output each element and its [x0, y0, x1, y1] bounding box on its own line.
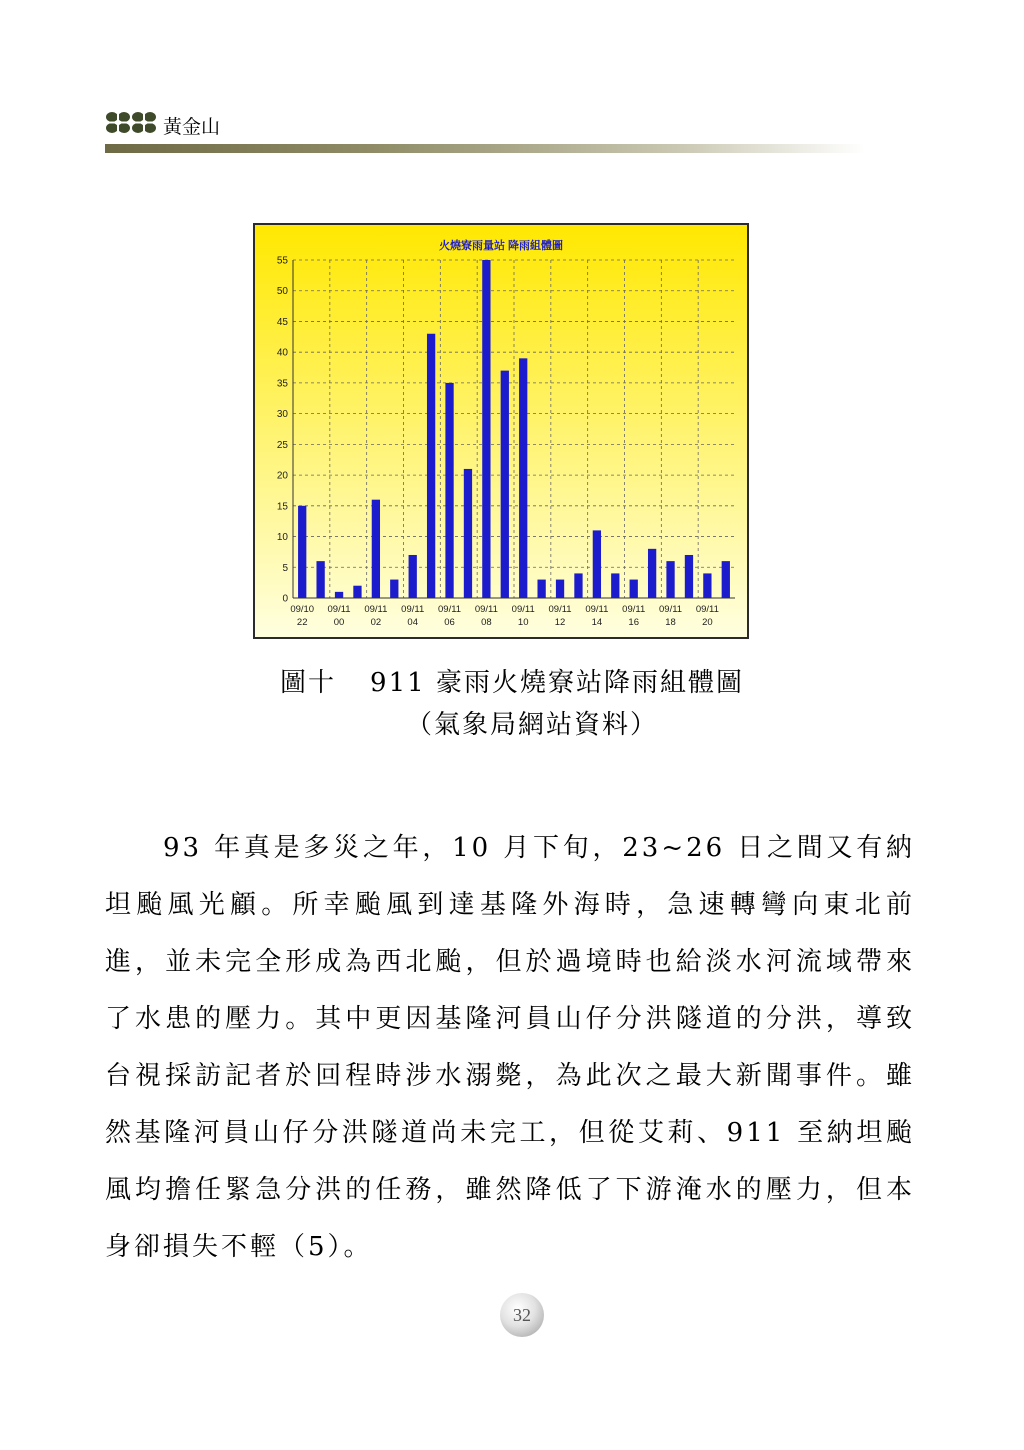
- x-tick-date: 09/11: [474, 604, 498, 615]
- x-tick-date: 09/11: [511, 604, 535, 615]
- rainfall-bar: [409, 555, 417, 598]
- rainfall-bar: [703, 573, 711, 598]
- rainfall-bar: [316, 561, 324, 598]
- y-tick-label: 0: [282, 593, 288, 605]
- rainfall-bar: [335, 592, 343, 598]
- y-tick-label: 25: [276, 439, 288, 451]
- rainfall-bar: [685, 555, 693, 598]
- y-tick-label: 35: [276, 378, 288, 390]
- x-tick-hour: 10: [517, 617, 529, 628]
- y-tick-label: 5: [282, 562, 288, 574]
- rainfall-bar: [427, 334, 435, 598]
- page-number: 32: [500, 1293, 544, 1337]
- x-tick-date: 09/11: [327, 604, 351, 615]
- figure-caption-label: 圖十: [280, 668, 337, 698]
- x-tick-hour: 02: [370, 617, 382, 628]
- logo-icon: [105, 108, 157, 136]
- figure-caption-text: 911 豪雨火燒寮站降雨組體圖: [370, 668, 744, 698]
- y-tick-label: 45: [276, 316, 288, 328]
- header-title: 黃金山: [163, 116, 221, 138]
- y-tick-label: 55: [276, 255, 288, 267]
- rainfall-bar: [666, 561, 674, 598]
- x-tick-date: 09/10: [290, 604, 315, 615]
- rainfall-bar: [611, 573, 619, 598]
- rainfall-bar: [648, 549, 656, 598]
- page-header: [105, 104, 865, 156]
- x-tick-hour: 08: [481, 617, 492, 628]
- rainfall-chart-svg: [253, 223, 749, 639]
- x-tick-date: 09/11: [659, 604, 683, 615]
- y-tick-label: 10: [276, 532, 288, 544]
- x-tick-date: 09/11: [695, 604, 719, 615]
- body-paragraph: 93 年真是多災之年，10 月下旬，23~26 日之間又有納坦颱風光顧。所幸颱風到達基隆外海時，急速轉彎向東北前進，並未完全形成為西北颱，但於過境時也給淡水河流域帶來了水患的壓力。其中更因基隆河員山仔分洪隧道的分洪，導致台視採訪記者於回程時涉水溺斃，為此次之最大新聞事件。雖然基隆河員山仔分洪隧道尚未完工，但從艾莉、911 至納坦颱風均擔任緊急分洪的任務，雖然降低了下游淹水的壓力，但本身卻損失不輕（5）。: [105, 833, 915, 1262]
- rainfall-bar: [574, 573, 582, 598]
- x-tick-hour: 16: [628, 617, 639, 628]
- rainfall-bar: [353, 586, 361, 598]
- rainfall-bar: [445, 383, 453, 598]
- header-rule: [105, 144, 865, 153]
- x-tick-hour: 00: [333, 617, 345, 628]
- rainfall-chart: [253, 223, 749, 639]
- x-tick-date: 09/11: [438, 604, 462, 615]
- y-tick-label: 50: [276, 286, 288, 298]
- y-tick-label: 30: [276, 409, 288, 421]
- y-tick-label: 20: [276, 470, 288, 482]
- rainfall-bar: [722, 561, 730, 598]
- rainfall-bar: [390, 580, 398, 598]
- rainfall-bar: [501, 371, 509, 598]
- x-tick-date: 09/11: [622, 604, 646, 615]
- y-tick-label: 15: [276, 501, 288, 513]
- x-tick-date: 09/11: [585, 604, 609, 615]
- y-tick-label: 40: [276, 347, 288, 359]
- x-tick-hour: 20: [702, 617, 713, 628]
- x-tick-hour: 18: [665, 617, 676, 628]
- x-tick-date: 09/11: [401, 604, 425, 615]
- rainfall-bar: [464, 469, 472, 598]
- rainfall-bar: [556, 580, 564, 598]
- figure-caption: [0, 662, 1024, 699]
- x-tick-date: 09/11: [548, 604, 572, 615]
- x-tick-hour: 06: [444, 617, 455, 628]
- x-tick-hour: 14: [591, 617, 603, 628]
- x-tick-hour: 22: [296, 617, 308, 628]
- x-tick-hour: 04: [407, 617, 418, 628]
- rainfall-bar: [372, 500, 380, 598]
- rainfall-bar: [593, 530, 601, 598]
- chart-title: 火燒寮雨量站 降雨組體圖: [438, 240, 564, 252]
- rainfall-bar: [298, 506, 306, 598]
- x-tick-hour: 12: [554, 617, 566, 628]
- rainfall-bar: [537, 580, 545, 598]
- figure-source: （氣象局網站資料）: [405, 710, 658, 740]
- rainfall-bar: [630, 580, 638, 598]
- x-tick-date: 09/11: [364, 604, 388, 615]
- rainfall-bar: [482, 260, 490, 598]
- rainfall-bar: [519, 358, 527, 598]
